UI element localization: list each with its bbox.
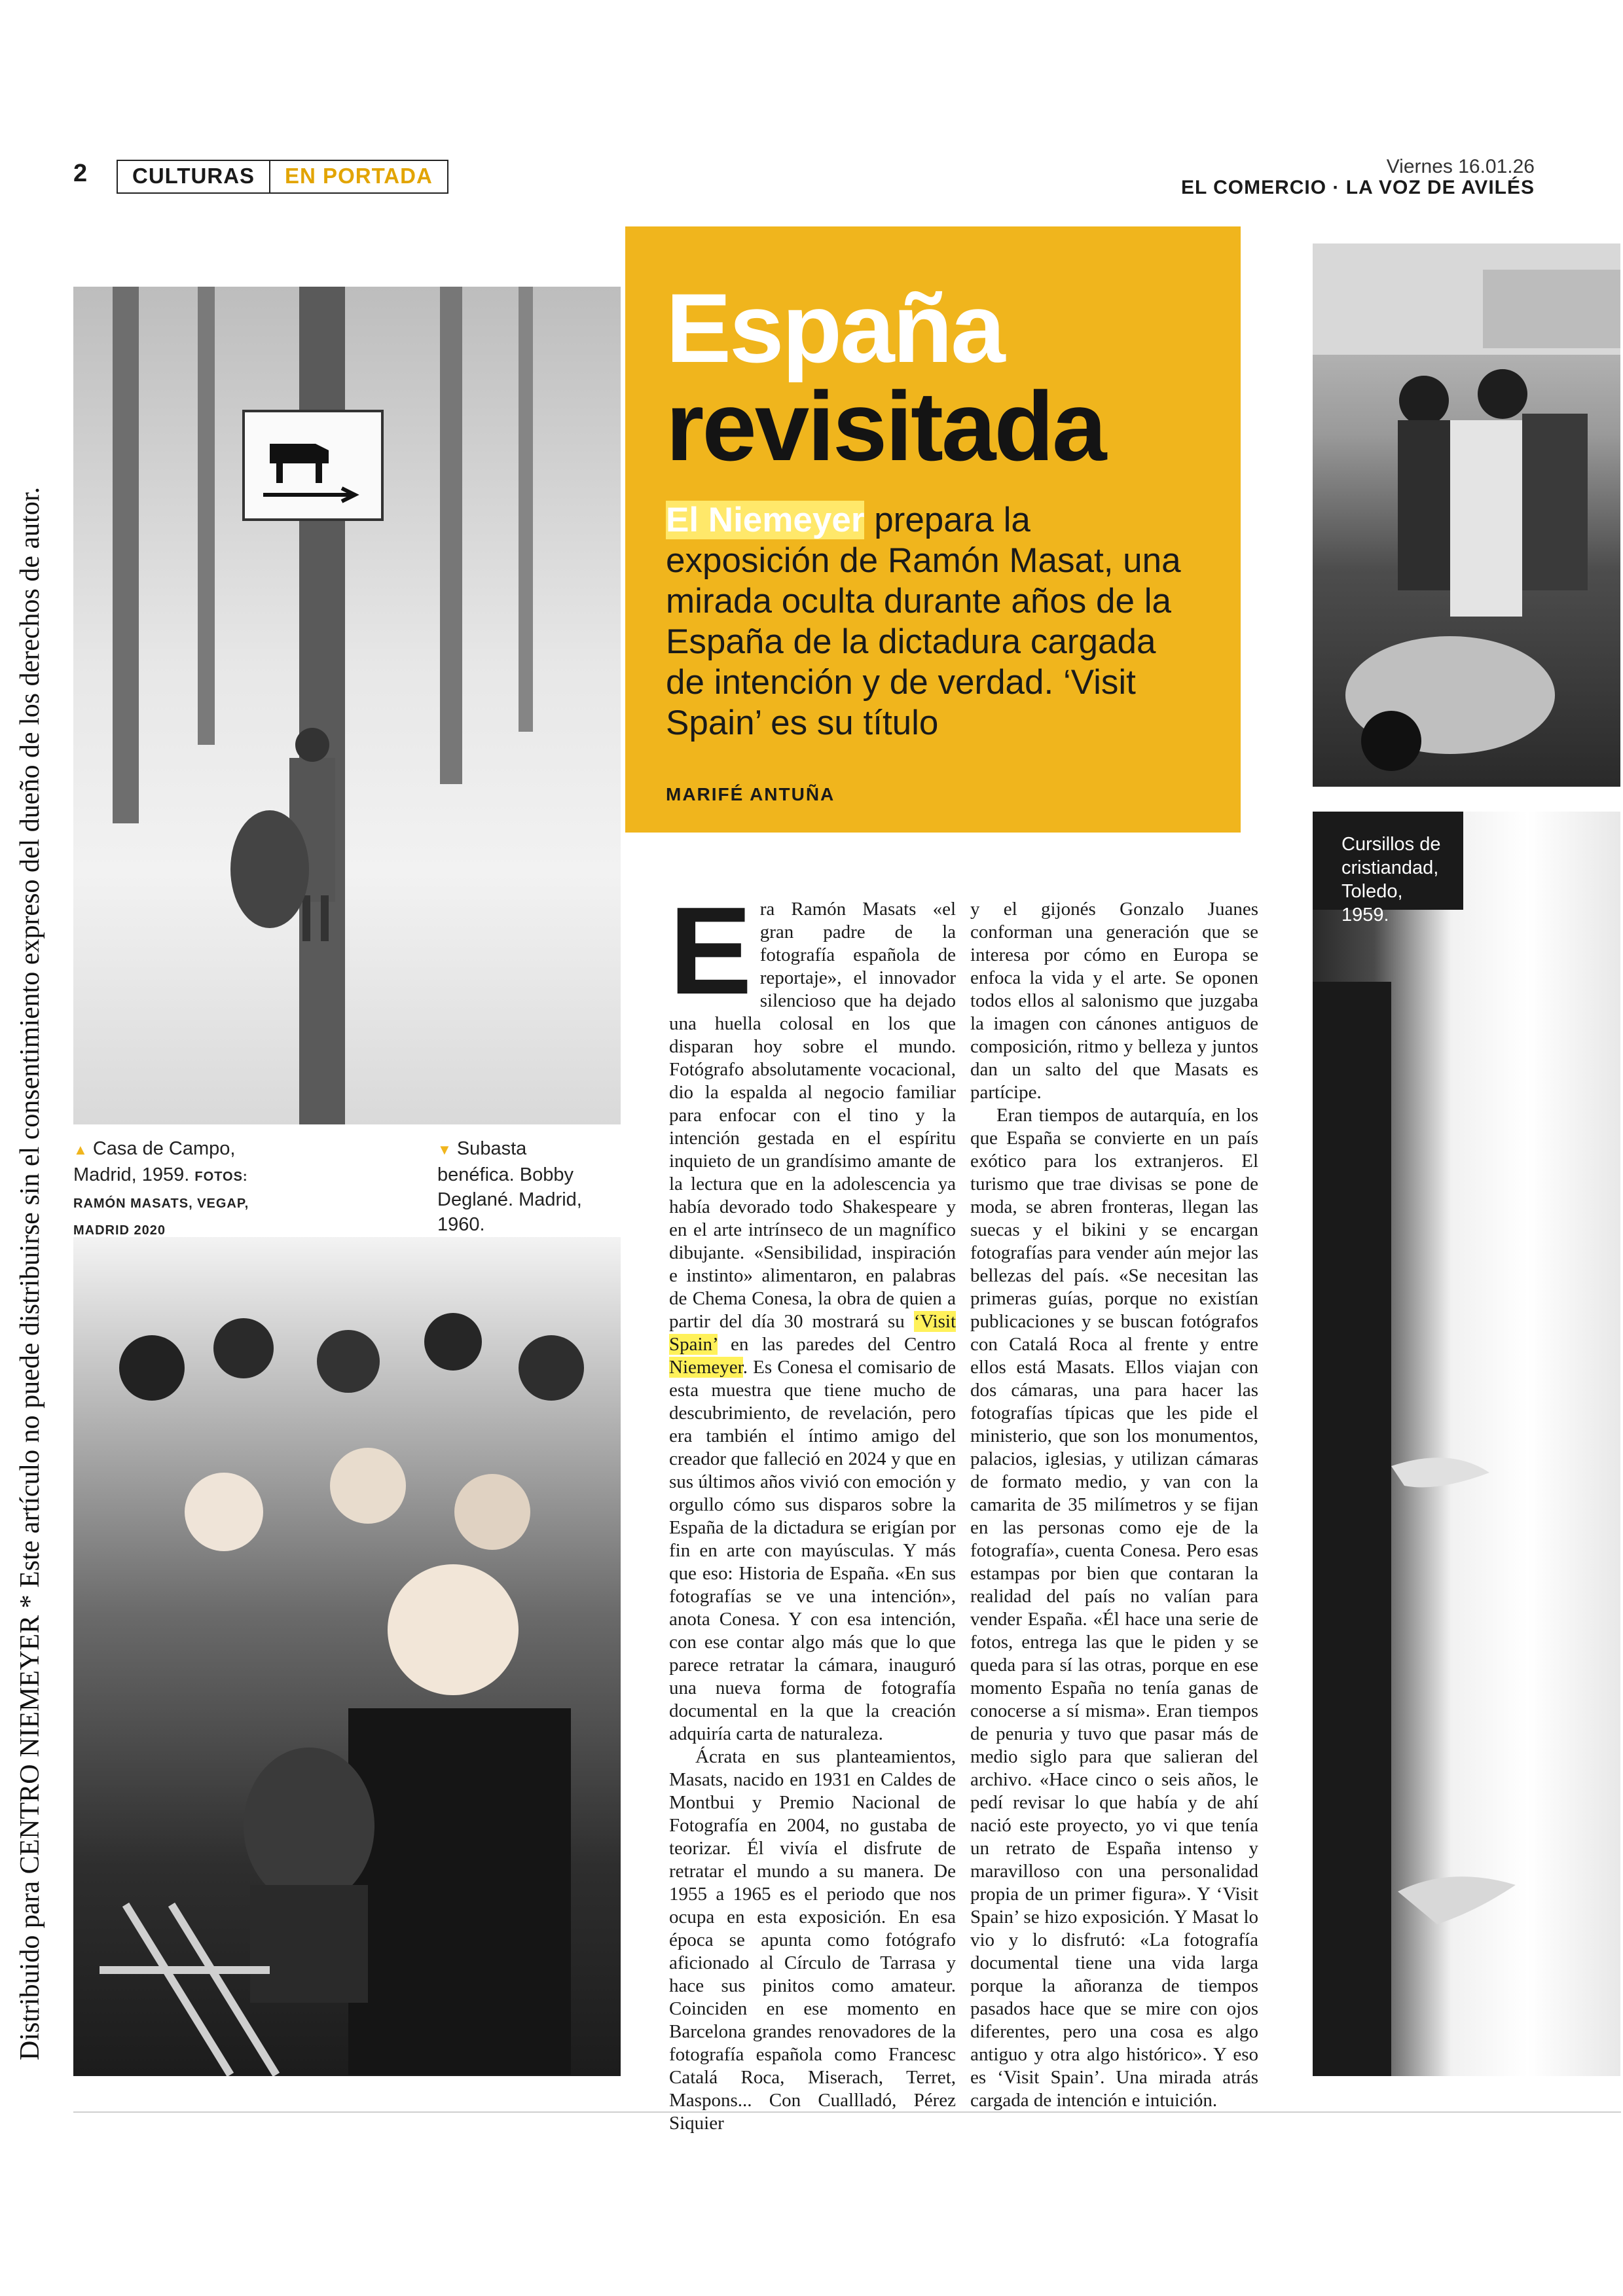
page-number: 2 — [73, 160, 88, 187]
byline: MARIFÉ ANTUÑA — [666, 784, 835, 804]
caption-text: Subasta benéfica. Bobby Deglané. Madrid, 1960. — [437, 1138, 582, 1235]
paragraph-text: . Es Conesa el comisario de esta muestra que tiene mucho de descubrimiento, de revelación, pero era también el íntimo amigo del creador que falleció en 2024 y que en sus últimos años vivió con emoción y orgullo cómo sus disparos sobre la España de la dictadura se erigían por fin en arte con mayúsculas. Y más que eso: Historia de España. «En sus fotografías se ve una intención», anota Conesa. Y con esa intención, con ese contar algo más que lo que parece retratar la cámara, inauguró una nueva forma de fotografía documental en la que la creación adquiría carta de naturaleza. — [669, 1357, 956, 1744]
photo-casa-de-campo — [73, 287, 621, 1124]
paragraph-text: ra Ramón Masats «el gran padre de la fotografía española de reportaje», el innovador silencioso que ha dejado una huella colosal en los que disparan hoy sobre el mundo. Fotógrafo absolutamente vocacional, dio la espalda al negocio familiar para enfocar con el tino y la intención gestada en el espíritu inquieto de un grandísimo amante de la lectura que en la adolescencia ya había devorado todo Shakespeare y en el arte intrínseco de un magnífico dibujante. «Sensibilidad, inspiración e instinto» alimentaron, en palabras de Chema Conesa, la obra de quien a partir del día 30 mostrará su — [669, 899, 956, 1332]
caption-cursillos — [1313, 812, 1463, 925]
photo-vespa-crowd — [1313, 243, 1620, 787]
headline-line-2: revisitada — [666, 371, 1105, 481]
headline — [666, 273, 1105, 481]
caption-down-arrow-icon: ▼ — [437, 1141, 452, 1158]
subheadline-text: prepara la exposición de Ramón Masat, una mirada oculta durante años de la España de la dictadura cargada de intención y de verdad. ‘Visit Spain’ es su título — [666, 501, 1181, 742]
subheadline — [666, 500, 1190, 744]
article-column-2 — [970, 898, 1258, 2112]
paragraph-text: en las paredes del Centro — [717, 1334, 956, 1355]
caption-casa-de-campo — [73, 1136, 270, 1243]
distribution-notice-text: Distribuido para CENTRO NIEMEYER * Este artículo no puede distribuirse sin el consentimiento expreso del dueño de los derechos de autor. — [15, 487, 45, 2060]
issue-date: Viernes 16.01.26 — [1386, 156, 1535, 177]
caption-text: Casa de Campo, Madrid, 1959. — [73, 1138, 236, 1185]
caption-text: Cursillos de cristiandad, Toledo, 1959. — [1341, 834, 1441, 925]
article-column-1 — [669, 882, 957, 2135]
distribution-notice — [0, 0, 59, 2296]
newspaper-name: EL COMERCIO · LA VOZ DE AVILÉS — [1180, 177, 1535, 198]
highlight-niemeyer: Niemeyer — [669, 1357, 743, 1378]
photo-subasta-benefica — [73, 1237, 621, 2076]
drop-cap: E — [669, 882, 752, 1020]
article-paragraph: Eran tiempos de autarquía, en los que España se convierte en un país exótico para los extranjeros. El turismo que trae divisas se pone de moda, se abren fronteras, llegan las suecas y el bikini y se encargan fotografías para vender aún mejor las bellezas del país. «Se necesitan las primeras guías, porque no existían publicaciones y se buscan fotógrafos con Catalá Roca al frente y entre ellos está Masats. Ellos viajan con dos cámaras, una para hacer las fotografías típicas que les pide el ministerio, que son los monumentos, palacios, iglesias, y utilizan cámaras de formato medio, y van con la camarita de 35 milímetros y se fijan en las personas como eje de la fotografía», cuenta Conesa. Pero esas estampas por bien que contaran la realidad del país no valían para vender España. «Él hace una serie de fotos, entrega las que le piden y se queda para sí las otras, porque en ese momento España no tenía ganas de conocerse a sí misma». Eran tiempos de penuria y tuvo que pasar más de medio siglo para que salieran del archivo. «Hace cinco o seis años, le pedí revisar lo que había y de ahí nació este proyecto, yo vi que tenía un retrato de España intenso y maravilloso con una personalidad propia de un primer figura». Y ‘Visit Spain’ se hizo exposición. Y Masat lo vio y lo disfrutó: «La fotografía documental tiene una vida larga porque la añoranza de tiempos pasados hace que se mire con ojos diferentes, pero una cosa es algo antiguo y otra algo histórico». Y eso es ‘Visit Spain’. Una mirada atrás cargada de intención e intuición. — [970, 1105, 1258, 2111]
article-paragraph: y el gijonés Gonzalo Juanes conforman una generación que se interesa por cómo en Europa se enfoca la vida y el arte. Se oponen todos ellos al salonismo que juzgaba la imagen con cánones antiguos de composición, ritmo y belleza y juntos dan un salto del que Masats es partícipe. — [970, 899, 1258, 1103]
caption-subasta — [437, 1136, 608, 1237]
subsection-name: EN PORTADA — [285, 164, 433, 188]
headline-line-1: España — [666, 273, 1004, 383]
photo-credit: FOTOS: RAMÓN MASATS, VEGAP, MADRID 2020 — [73, 1170, 249, 1238]
footer-rule — [73, 2111, 1621, 2113]
headline-block — [625, 226, 1241, 833]
article-paragraph — [669, 882, 957, 1746]
article-paragraph: Ácrata en sus planteamientos, Masats, nacido en 1931 en Caldes de Montbui y Premio Nacional de Fotografía en 2004, no gustaba de teorizar. Él vivía el disfrute de retratar el mundo a su manera. De 1955 a 1965 es el periodo que nos ocupa en esta exposición. En esa época se apunta como fotógrafo aficionado al Círculo de Tarrasa y hace sus pinitos como amateur. Coinciden en ese momento en Barcelona grandes renovadores de la fotografía española como Francesc Catalá Roca, Miserach, Terret, Maspons... Con Cuallladó, Pérez Siquier — [669, 1746, 956, 2134]
section-label — [117, 160, 448, 194]
highlight-visit-spain: ‘Visit Spain’ — [669, 1311, 957, 1355]
photo-cursillos-cristiandad — [1313, 812, 1620, 2076]
section-name: CULTURAS — [118, 161, 270, 192]
subheadline-highlight: El Niemeyer — [666, 501, 865, 539]
caption-up-arrow-icon: ▲ — [73, 1141, 88, 1158]
